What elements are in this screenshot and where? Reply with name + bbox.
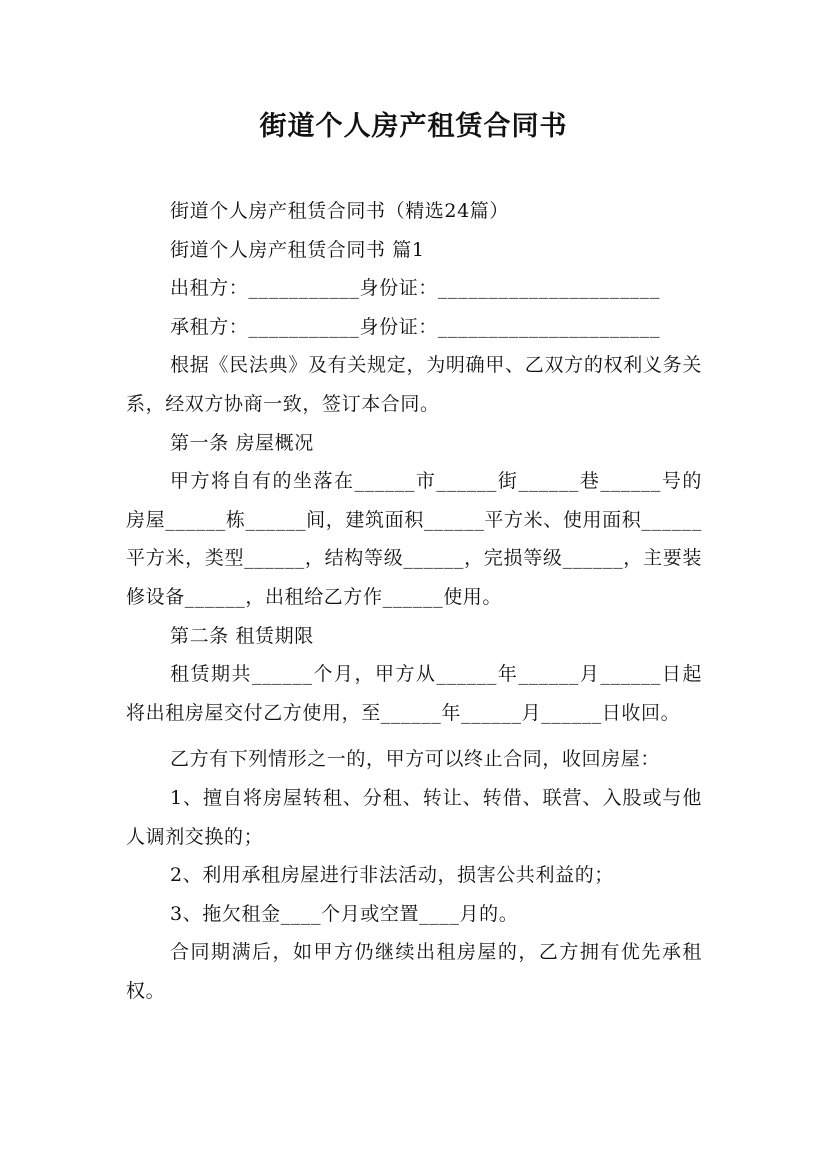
paragraph-lessor-line: 出租方：___________身份证：______________________ [170,277,661,300]
paragraph-article-2-heading: 第二条 租赁期限 [170,624,314,647]
paragraph-priority-right: 合同期满后，如甲方仍继续出租房屋的，乙方拥有优先承租权。 [126,941,702,1002]
paragraph-article-1-heading: 第一条 房屋概况 [170,431,314,454]
paragraph-lessee-line: 承租方：___________身份证：______________________ [170,315,661,338]
paragraph-termination-item-1: 1、擅自将房屋转租、分租、转让、转借、联营、入股或与他人调剂交换的； [126,786,702,848]
paragraph-preamble: 根据《民法典》及有关规定，为明确甲、乙双方的权利义务关系，经双方协商一致，签订本合同。 [126,354,702,415]
paragraph-termination-item-2: 2、利用承租房屋进行非法活动，损害公共利益的； [170,864,614,887]
document-body [126,192,702,1010]
paragraph-article-1-body: 甲方将自有的坐落在______市______街______巷______号的房屋______栋______间，建筑面积______平方米、使用面积______平方米，类型______，结构等级______，完损等级______，主要装修设备______，出租给乙方作______使用。 [126,470,702,608]
paragraph-subtitle: 街道个人房产租赁合同书（精选24篇） [170,200,509,222]
paragraph-termination-intro: 乙方有下列情形之一的，甲方可以终止合同，收回房屋： [170,748,661,771]
document-title: 街道个人房产租赁合同书 [259,111,568,142]
paragraph-section-heading: 街道个人房产租赁合同书 篇1 [170,238,425,261]
paragraph-termination-item-3: 3、拖欠租金____个月或空置____月的。 [170,902,519,925]
paragraph-article-2-body: 租赁期共______个月，甲方从______年______月______日起将出租房屋交付乙方使用，至______年______月______日收回。 [126,663,702,724]
